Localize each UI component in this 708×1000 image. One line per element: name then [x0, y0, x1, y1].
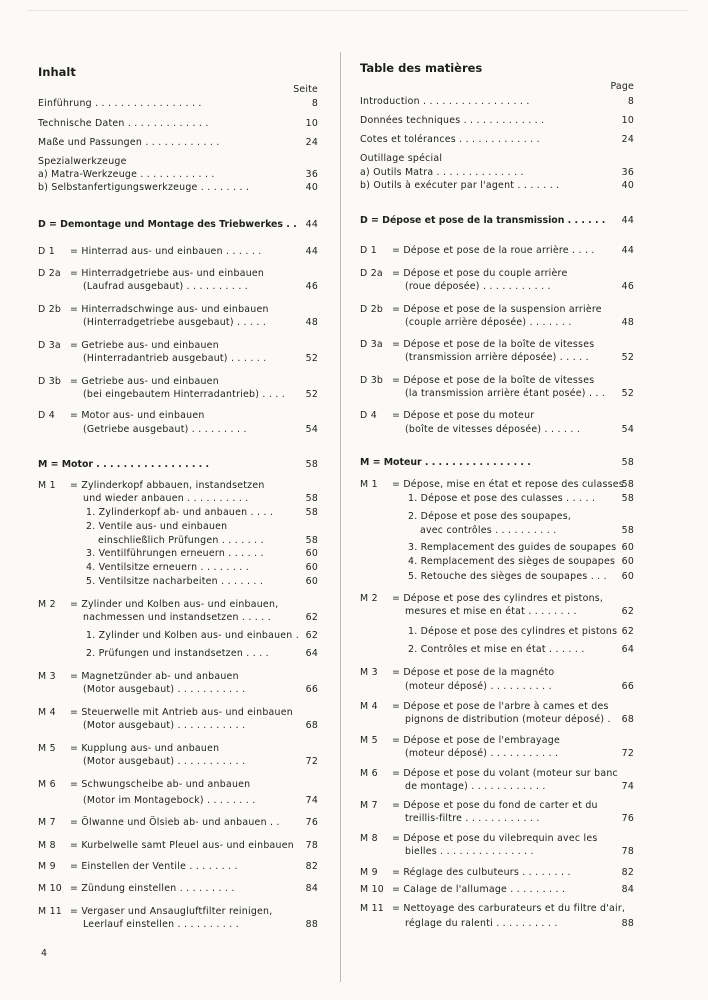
toc-page-number: 64 [621, 644, 634, 655]
toc-page-number: 78 [305, 840, 318, 851]
toc-entry-text: Outillage spécial [360, 153, 443, 164]
toc-page-number: 52 [305, 389, 318, 400]
toc-entry-text: M 4 [360, 701, 378, 712]
toc-entry-text: = Dépose et pose de la roue arrière . . . . [392, 245, 595, 256]
toc-page-number: 82 [305, 861, 318, 872]
toc-entry-text: = Zündung einstellen . . . . . . . . . [70, 883, 235, 894]
toc-entry-text: D 4 [38, 410, 55, 421]
toc-entry-text: = Motor aus- und einbauen [70, 410, 205, 421]
toc-entry-text: und wieder anbauen . . . . . . . . . . [83, 493, 249, 504]
toc-entry-text: D 3b [360, 375, 384, 386]
toc-page-number: 76 [305, 817, 318, 828]
toc-entry-text: (boîte de vitesses déposée) . . . . . . [405, 424, 581, 435]
toc-entry-text: 3. Ventilführungen erneuern . . . . . . [86, 548, 264, 559]
toc-section-title: D = Dépose et pose de la transmission . . . . . . [360, 215, 606, 226]
toc-page-number: 58 [621, 525, 634, 536]
toc-entry-text: Cotes et tolérances . . . . . . . . . . . . . [360, 134, 540, 145]
toc-entry-text: D 2a [360, 268, 383, 279]
toc-entry-text: M 3 [38, 671, 56, 682]
toc-page-number: 46 [621, 281, 634, 292]
toc-entry-text: M 10 [38, 883, 62, 894]
toc-entry-text: D 3b [38, 376, 62, 387]
toc-page-number: 60 [305, 576, 318, 587]
toc-page-number: 44 [621, 245, 634, 256]
toc-page-number: 58 [305, 493, 318, 504]
toc-entry-text: mesures et mise en état . . . . . . . . [405, 606, 577, 617]
toc-page-number: 60 [305, 548, 318, 559]
toc-entry-text: (roue déposée) . . . . . . . . . . . [405, 281, 551, 292]
toc-page-number: 58 [621, 457, 634, 468]
toc-entry-text: (la transmission arrière étant posée) . . . [405, 388, 606, 399]
toc-page-number: 72 [621, 748, 634, 759]
toc-entry-text: = Getriebe aus- und einbauen [70, 340, 219, 351]
top-dotted-rule [28, 10, 688, 11]
toc-heading: Inhalt [38, 65, 76, 79]
toc-entry-text: = Nettoyage des carburateurs et du filtre d'air, [392, 903, 626, 914]
toc-page-number: 64 [305, 648, 318, 659]
toc-page-number: 44 [305, 219, 318, 230]
toc-page-number: 78 [621, 846, 634, 857]
toc-entry-text: (transmission arrière déposée) . . . . . [405, 352, 589, 363]
toc-page-number: 8 [627, 96, 634, 107]
toc-entry-text: = Zylinderkopf abbauen, instandsetzen [70, 480, 265, 491]
toc-page-number: 68 [305, 720, 318, 731]
toc-entry-text: D 2a [38, 268, 61, 279]
toc-page-number: 52 [621, 388, 634, 399]
toc-entry-text: D 1 [360, 245, 377, 256]
toc-entry-text: = Hinterrad aus- und einbauen . . . . . . [70, 246, 262, 257]
toc-page-number: 44 [621, 215, 634, 226]
toc-section-title: M = Moteur . . . . . . . . . . . . . . . . [360, 457, 531, 468]
toc-page-number: 84 [305, 883, 318, 894]
toc-entry-text: 4. Remplacement des sièges de soupapes [408, 556, 616, 567]
toc-page-number: 40 [305, 182, 318, 193]
toc-page-number: 84 [621, 884, 634, 895]
toc-entry-text: = Dépose et pose de l'embrayage [392, 735, 560, 746]
toc-entry-text: (bei eingebautem Hinterradantrieb) . . . . [83, 389, 286, 400]
toc-entry-text: = Zylinder und Kolben aus- und einbauen, [70, 599, 279, 610]
toc-entry-text: = Hinterradgetriebe aus- und einbauen [70, 268, 265, 279]
toc-page-number: 74 [305, 795, 318, 806]
toc-entry-text: = Dépose et pose de la boîte de vitesses [392, 339, 595, 350]
toc-entry-text: = Kupplung aus- und anbauen [70, 743, 220, 754]
toc-entry-text: M 1 [38, 480, 56, 491]
toc-page-number: 62 [621, 626, 634, 637]
toc-page-number: 60 [621, 542, 634, 553]
toc-heading: Table des matières [360, 61, 483, 75]
toc-page-number: 60 [621, 556, 634, 567]
column-divider [340, 52, 341, 982]
toc-entry-text: 4. Ventilsitze erneuern . . . . . . . . [86, 562, 249, 573]
toc-page-number: 68 [621, 714, 634, 725]
toc-entry-text: D 1 [38, 246, 55, 257]
toc-entry-text: D 2b [360, 304, 384, 315]
toc-page-number: 48 [621, 317, 634, 328]
toc-entry-text: 3. Remplacement des guides de soupapes [408, 542, 617, 553]
toc-entry-text: M 5 [360, 735, 378, 746]
page-column-label: Page [610, 81, 634, 92]
toc-page-number: 46 [305, 281, 318, 292]
toc-entry-text: Technische Daten . . . . . . . . . . . . . [38, 118, 209, 129]
toc-page-number: 36 [621, 167, 634, 178]
toc-entry-text: D 2b [38, 304, 62, 315]
toc-entry-text: = Dépose et pose du volant (moteur sur banc [392, 768, 618, 779]
toc-entry-text: M 2 [360, 593, 378, 604]
toc-page-number: 60 [621, 571, 634, 582]
toc-entry-text: = Dépose et pose de l'arbre à cames et des [392, 701, 609, 712]
toc-page-number: 76 [621, 813, 634, 824]
toc-entry-text: réglage du ralenti . . . . . . . . . . [405, 918, 558, 929]
toc-entry-text: = Dépose et pose du moteur [392, 410, 535, 421]
toc-entry-text: M 2 [38, 599, 56, 610]
toc-entry-text: = Dépose et pose de la boîte de vitesses [392, 375, 595, 386]
toc-page-number: 58 [621, 479, 634, 490]
toc-page-number: 82 [621, 867, 634, 878]
toc-entry-text: treillis-filtre . . . . . . . . . . . . [405, 813, 540, 824]
toc-entry-text: (Hinterradantrieb ausgebaut) . . . . . . [83, 353, 267, 364]
toc-entry-text: 2. Prüfungen und instandsetzen . . . . [86, 648, 269, 659]
toc-entry-text: M 10 [360, 884, 384, 895]
toc-entry-text: (Motor im Montagebock) . . . . . . . . [83, 795, 256, 806]
page-number: 4 [41, 948, 47, 959]
toc-entry-text: D 3a [38, 340, 61, 351]
toc-entry-text: M 11 [38, 906, 62, 917]
toc-entry-text: de montage) . . . . . . . . . . . . [405, 781, 546, 792]
toc-entry-text: = Dépose, mise en état et repose des culasses [392, 479, 624, 490]
toc-entry-text: Introduction . . . . . . . . . . . . . . . . . [360, 96, 530, 107]
toc-entry-text: nachmessen und instandsetzen . . . . . [83, 612, 271, 623]
toc-entry-text: = Ölwanne und Ölsieb ab- und anbauen . . [70, 817, 280, 828]
toc-entry-text: M 8 [38, 840, 56, 851]
toc-page-number: 48 [305, 317, 318, 328]
toc-page-number: 44 [305, 246, 318, 257]
toc-entry-text: = Dépose et pose du vilebrequin avec les [392, 833, 598, 844]
toc-page-number: 74 [621, 781, 634, 792]
toc-entry-text: Einführung . . . . . . . . . . . . . . . . . [38, 98, 202, 109]
toc-entry-text: = Getriebe aus- und einbauen [70, 376, 219, 387]
toc-entry-text: = Réglage des culbuteurs . . . . . . . . [392, 867, 571, 878]
toc-entry-text: pignons de distribution (moteur déposé) . [405, 714, 611, 725]
toc-entry-text: = Kurbelwelle samt Pleuel aus- und einbauen [70, 840, 294, 851]
toc-page-number: 24 [621, 134, 634, 145]
toc-page-number: 62 [305, 612, 318, 623]
toc-page-number: 52 [621, 352, 634, 363]
toc-entry-text: = Vergaser und Ansaugluftfilter reinigen, [70, 906, 273, 917]
toc-entry-text: 1. Dépose et pose des culasses . . . . . [408, 493, 596, 504]
toc-page-number: 88 [305, 919, 318, 930]
toc-entry-text: = Dépose et pose du couple arrière [392, 268, 568, 279]
toc-section-title: D = Demontage und Montage des Triebwerkes . . [38, 219, 297, 230]
toc-entry-text: D 3a [360, 339, 383, 350]
toc-entry-text: 2. Dépose et pose des soupapes, [408, 511, 572, 522]
toc-entry-text: = Dépose et pose de la suspension arrière [392, 304, 602, 315]
toc-entry-text: (couple arrière déposée) . . . . . . . [405, 317, 572, 328]
toc-page-number: 52 [305, 353, 318, 364]
toc-entry-text: (Motor ausgebaut) . . . . . . . . . . . [83, 684, 246, 695]
toc-entry-text: M 11 [360, 903, 384, 914]
toc-entry-text: = Hinterradschwinge aus- und einbauen [70, 304, 269, 315]
toc-entry-text: = Magnetzünder ab- und anbauen [70, 671, 239, 682]
toc-entry-text: (moteur déposé) . . . . . . . . . . . [405, 748, 559, 759]
toc-entry-text: Spezialwerkzeuge [38, 156, 127, 167]
toc-entry-text: M 7 [360, 800, 378, 811]
toc-entry-text: M 5 [38, 743, 56, 754]
toc-entry-text: M 4 [38, 707, 56, 718]
toc-entry-text: M 1 [360, 479, 378, 490]
toc-page-number: 60 [305, 562, 318, 573]
toc-entry-text: (Motor ausgebaut) . . . . . . . . . . . [83, 756, 246, 767]
toc-page-number: 72 [305, 756, 318, 767]
toc-entry-text: (Getriebe ausgebaut) . . . . . . . . . [83, 424, 247, 435]
toc-entry-text: D 4 [360, 410, 377, 421]
toc-page-number: 88 [621, 918, 634, 929]
toc-entry-text: (Laufrad ausgebaut) . . . . . . . . . . [83, 281, 249, 292]
toc-entry-text: M 9 [38, 861, 56, 872]
toc-entry-text: b) Selbstanfertigungswerkzeuge . . . . . . . . [38, 182, 250, 193]
toc-entry-text: avec contrôles . . . . . . . . . . [420, 525, 557, 536]
toc-entry-text: 1. Zylinder und Kolben aus- und einbauen . [86, 630, 299, 641]
toc-entry-text: bielles . . . . . . . . . . . . . . . [405, 846, 534, 857]
toc-entry-text: = Steuerwelle mit Antrieb aus- und einbauen [70, 707, 293, 718]
toc-entry-text: 5. Retouche des sièges de soupapes . . . [408, 571, 607, 582]
toc-page-number: 36 [305, 169, 318, 180]
toc-entry-text: 1. Zylinderkopf ab- und anbauen . . . . [86, 507, 274, 518]
toc-entry-text: = Dépose et pose de la magnéto [392, 667, 555, 678]
toc-page-number: 62 [621, 606, 634, 617]
toc-entry-text: (Hinterradgetriebe ausgebaut) . . . . . [83, 317, 267, 328]
toc-entry-text: (moteur déposé) . . . . . . . . . . [405, 681, 552, 692]
toc-entry-text: M 6 [360, 768, 378, 779]
toc-page-number: 54 [621, 424, 634, 435]
toc-page-number: 58 [305, 459, 318, 470]
toc-page-number: 62 [305, 630, 318, 641]
toc-entry-text: Maße und Passungen . . . . . . . . . . . . [38, 137, 220, 148]
toc-entry-text: Leerlauf einstellen . . . . . . . . . . [83, 919, 239, 930]
toc-entry-text: a) Matra-Werkzeuge . . . . . . . . . . . . [38, 169, 215, 180]
toc-entry-text: M 7 [38, 817, 56, 828]
toc-page-number: 58 [305, 535, 318, 546]
toc-page-number: 54 [305, 424, 318, 435]
toc-entry-text: = Einstellen der Ventile . . . . . . . . [70, 861, 238, 872]
toc-page-number: 10 [621, 115, 634, 126]
toc-page-number: 40 [621, 180, 634, 191]
toc-entry-text: M 9 [360, 867, 378, 878]
toc-entry-text: M 3 [360, 667, 378, 678]
toc-entry-text: einschließlich Prüfungen . . . . . . . [98, 535, 264, 546]
toc-entry-text: 2. Ventile aus- und einbauen [86, 521, 228, 532]
toc-page-number: 10 [305, 118, 318, 129]
toc-page-number: 58 [621, 493, 634, 504]
toc-page-number: 66 [305, 684, 318, 695]
toc-entry-text: 1. Dépose et pose des cylindres et pistons [408, 626, 618, 637]
page-column-label: Seite [293, 84, 318, 95]
toc-entry-text: 2. Contrôles et mise en état . . . . . . [408, 644, 585, 655]
toc-entry-text: a) Outils Matra . . . . . . . . . . . . . . [360, 167, 524, 178]
toc-entry-text: (Motor ausgebaut) . . . . . . . . . . . [83, 720, 246, 731]
toc-page-number: 8 [311, 98, 318, 109]
toc-page-number: 58 [305, 507, 318, 518]
toc-entry-text: M 8 [360, 833, 378, 844]
toc-page-number: 66 [621, 681, 634, 692]
toc-entry-text: = Dépose et pose du fond de carter et du [392, 800, 598, 811]
toc-entry-text: = Schwungscheibe ab- und anbauen [70, 779, 251, 790]
toc-entry-text: M 6 [38, 779, 56, 790]
toc-entry-text: 5. Ventilsitze nacharbeiten . . . . . . . [86, 576, 264, 587]
toc-entry-text: = Dépose et pose des cylindres et pistons, [392, 593, 604, 604]
toc-section-title: M = Motor . . . . . . . . . . . . . . . . . [38, 459, 210, 470]
toc-entry-text: = Calage de l'allumage . . . . . . . . . [392, 884, 566, 895]
toc-entry-text: Données techniques . . . . . . . . . . . . . [360, 115, 545, 126]
toc-entry-text: b) Outils à exécuter par l'agent . . . . . . . [360, 180, 560, 191]
toc-page-number: 24 [305, 137, 318, 148]
